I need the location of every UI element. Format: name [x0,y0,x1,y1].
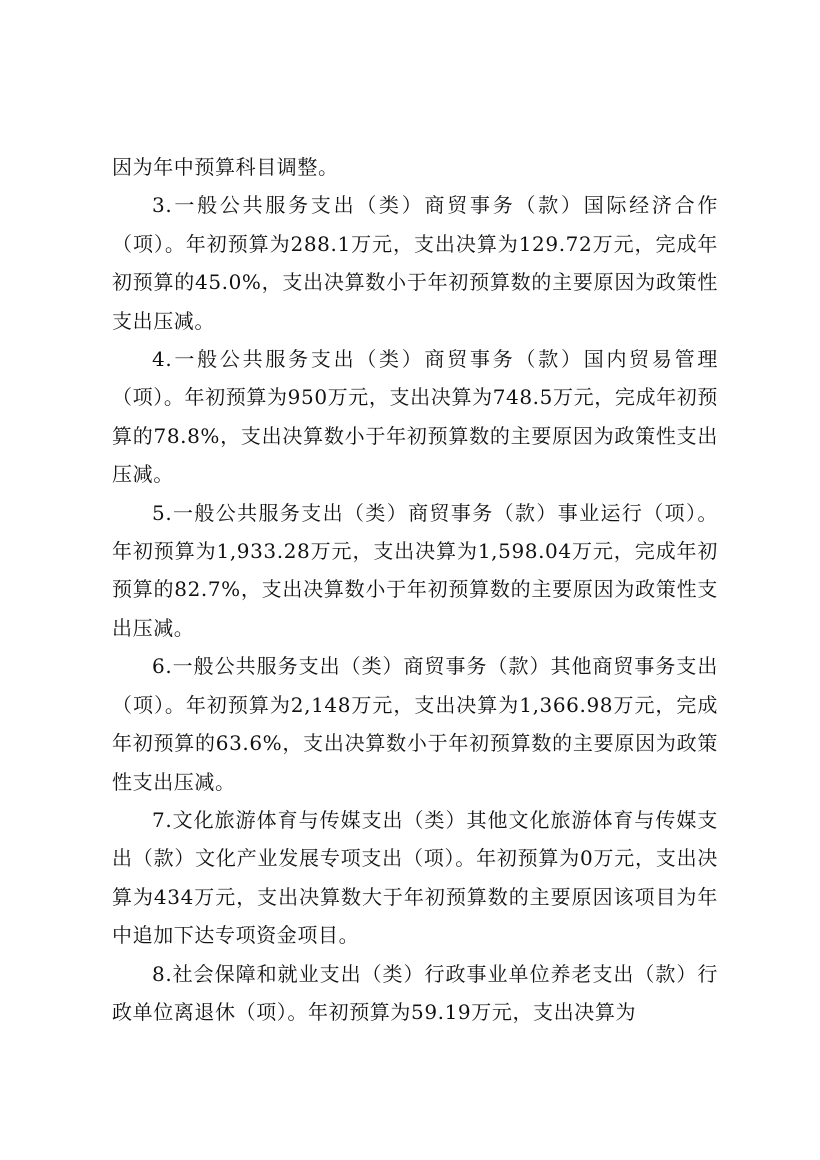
paragraph-item-5: 5.一般公共服务支出（类）商贸事务（款）事业运行（项）。年初预算为1,933.28万元，支出决算为1,598.04万元，完成年初预算的82.7%，支出决算数小于年初预算数的主要原因为政策性支出压减。 [112,500,718,640]
document-body [112,148,718,1031]
paragraph-continuation: 因为年中预算科目调整。 [112,155,339,179]
paragraph-item-6: 6.一般公共服务支出（类）商贸事务（款）其他商贸事务支出（项）。年初预算为2,148万元，支出决算为1,366.98万元，完成年初预算的63.6%，支出决算数小于年初预算数的主要原因为政策性支出压减。 [112,654,718,794]
paragraph-item-7: 7.文化旅游体育与传媒支出（类）其他文化旅游体育与传媒支出（款）文化产业发展专项支出（项）。年初预算为0万元，支出决算为434万元，支出决算数大于年初预算数的主要原因该项目为年中追加下达专项资金项目。 [112,807,718,948]
paragraph-item-8: 8.社会保障和就业支出（类）行政事业单位养老支出（款）行政单位离退休（项）。年初预算为59.19万元，支出决算为 [112,961,718,1024]
paragraph-item-4: 4.一般公共服务支出（类）商贸事务（款）国内贸易管理（项）。年初预算为950万元，支出决算为748.5万元，完成年初预算的78.8%，支出决算数小于年初预算数的主要原因为政策性支出压减。 [112,347,718,487]
paragraph-item-3: 3.一般公共服务支出（类）商贸事务（款）国际经济合作（项）。年初预算为288.1万元，支出决算为129.72万元，完成年初预算的45.0%，支出决算数小于年初预算数的主要原因为政策性支出压减。 [112,193,718,333]
